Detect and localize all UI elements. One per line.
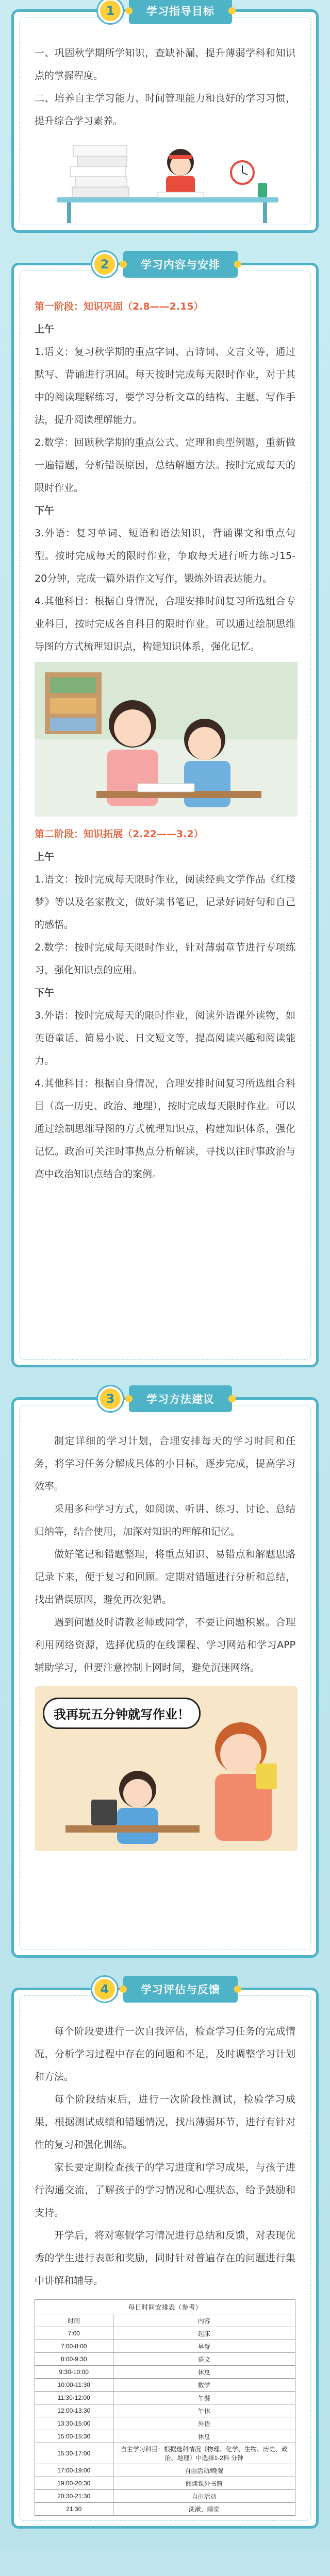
stage-heading: 第一阶段：知识巩固（2.8——2.15）	[35, 301, 204, 312]
book-stack-icon	[70, 146, 129, 197]
evaluation-paragraph: 开学后，将对寒假学习情况进行总结和反馈，对表现优秀的学生进行表彰和奖励，同时针对普遍存在的问题进行集中讲解和辅导。	[35, 2230, 295, 2286]
speech-bubble: 我再玩五分钟就写作业！	[43, 1698, 201, 1729]
time-cell: 20:30-21:30	[35, 2490, 113, 2503]
evaluation-paragraph: 每个阶段结束后，进行一次阶段性测试，检验学习成果，根据测试成绩和错题情况，找出薄弱环节，进行有针对性的复习和强化训练。	[35, 2094, 295, 2150]
table-header-row	[35, 2314, 295, 2327]
section-number: 3	[98, 1386, 123, 1411]
child-playing-illustration	[35, 1686, 298, 1851]
mother-child-study-illustration	[35, 662, 298, 817]
afternoon-label: 下午	[35, 987, 55, 998]
table-row	[35, 2379, 295, 2392]
plan-paragraph: 4.其他科目：根据自身情况，合理安排时间复习所选组合专业科目，按时完成各自科目的限时作业。可以通过绘制思维导图的方式梳理知识点，构建知识体系，强化记忆。	[35, 596, 295, 652]
activity-cell: 自由活动/晚餐	[113, 2464, 295, 2477]
morning-label: 上午	[35, 851, 55, 862]
activity-cell: 外语	[113, 2417, 295, 2430]
section-number: 4	[92, 1977, 117, 2002]
plan-paragraph: 2.数学：按时完成每天限时作业，针对薄弱章节进行专项练习，强化知识点的应用。	[35, 942, 295, 976]
goal-paragraph: 一、巩固秋学期所学知识，查缺补漏，提升薄弱学科和知识点的掌握程度。	[35, 47, 295, 81]
evaluation-paragraph: 每个阶段要进行一次自我评估，检查学习任务的完成情况，分析学习过程中存在的问题和不足，及时调整学习计划和方法。	[35, 2026, 295, 2082]
activity-cell: 起床	[113, 2327, 295, 2340]
evaluation-paragraph: 家长要定期检查孩子的学习进度和学习成果，与孩子进行沟通交流，了解孩子的学习情况和心理状态，给予鼓励和支持。	[35, 2162, 295, 2218]
section-title: 学习方法建议	[129, 1385, 232, 1412]
goal-paragraph: 二、培养自主学习能力、时间管理能力和良好的学习习惯，提升综合学习素养。	[35, 93, 295, 127]
section-plan	[11, 257, 319, 1367]
time-cell: 12:00-13:30	[35, 2404, 113, 2417]
time-cell: 13:30-15:00	[35, 2417, 113, 2430]
method-paragraph: 遇到问题及时请教老师或同学，不要让问题积累。合理利用网络资源，选择优质的在线课程、学习网站和学习APP辅助学习，但要注意控制上网时间，避免沉迷网络。	[35, 1617, 295, 1673]
activity-cell: 午休	[113, 2404, 295, 2417]
student-desk-illustration	[36, 137, 294, 224]
table-row	[35, 2366, 295, 2379]
time-cell: 15:00-15:30	[35, 2430, 113, 2443]
table-row	[35, 2490, 295, 2503]
table-row	[35, 2477, 295, 2490]
table-row	[35, 2404, 295, 2417]
time-cell: 9:30-10:00	[35, 2366, 113, 2379]
plan-paragraph: 4.其他科目：根据自身情况，合理安排时间复习所选组合科目（高一历史、政治、地理），按时完成每天限时作业。可以通过绘制思维导图的方式梳理知识点，构建知识体系，强化记忆。政治可关注时事热点分析解读，寻找以往时事政治与高中政治知识点结合的案例。	[35, 1078, 295, 1180]
plan-paragraph: 2.数学：回顾秋学期的重点公式、定理和典型例题，重新做一遍错题，分析错误原因，总结解题方法。按时完成每天的限时作业。	[35, 437, 295, 494]
morning-label: 上午	[35, 324, 55, 335]
time-cell: 7:00-8:00	[35, 2340, 113, 2353]
section-header	[92, 251, 238, 278]
section-number: 2	[92, 252, 117, 277]
activity-cell: 自主学习科目：根据选科情况（物理、化学、生物、历史、政治、地理）中选择1-2科 分钟	[113, 2443, 295, 2464]
section-header	[92, 1976, 238, 2003]
activity-cell: 语文	[113, 2353, 295, 2366]
method-paragraph: 采用多种学习方式，如阅读、听讲、练习、讨论、总结归纳等，结合使用，加深对知识的理解和记忆。	[35, 1503, 295, 1537]
time-cell: 10:00-11:30	[35, 2379, 113, 2392]
table-row	[35, 2340, 295, 2353]
activity-cell: 休息	[113, 2366, 295, 2379]
plan-paragraph: 3.外语：按时完成每天的限时作业，阅读外语课外读物，如英语童话、简易小说、日文短文等，提高阅读兴趣和阅读能力。	[35, 1010, 295, 1066]
schedule-table-wrap	[35, 2299, 295, 2516]
section-goals	[11, 4, 319, 233]
section-title: 学习评估与反馈	[123, 1976, 238, 2003]
activity-cell: 休息	[113, 2430, 295, 2443]
schedule-table	[35, 2314, 295, 2516]
table-row	[35, 2503, 295, 2516]
time-cell: 11:30-12:00	[35, 2392, 113, 2404]
activity-cell: 数学	[113, 2379, 295, 2392]
section-title: 学习指导目标	[129, 0, 232, 24]
table-row	[35, 2392, 295, 2404]
section-evaluation	[11, 1982, 319, 2529]
activity-cell: 阅读课外书籍	[113, 2477, 295, 2490]
table-row	[35, 2327, 295, 2340]
table-row	[35, 2443, 295, 2464]
table-row	[35, 2464, 295, 2477]
method-paragraph: 制定详细的学习计划，合理安排每天的学习时间和任务，将学习任务分解成具体的小目标，逐步完成，提高学习效率。	[35, 1435, 295, 1492]
activity-cell: 午餐	[113, 2392, 295, 2404]
time-cell: 7:00	[35, 2327, 113, 2340]
table-row	[35, 2417, 295, 2430]
plan-paragraph: 1.语文：复习秋学期的重点字词、古诗词、文言文等，通过默写、背诵进行巩固。每天按时完成每天限时作业，对于其中的阅读理解练习，要学习分析文章的结构、主题、写作手法，提升阅读理解能力。	[35, 346, 295, 426]
section-header	[98, 1385, 232, 1412]
section-title: 学习内容与安排	[123, 251, 238, 278]
afternoon-label: 下午	[35, 505, 55, 516]
time-cell: 21:30	[35, 2503, 113, 2516]
section-methods	[11, 1392, 319, 1958]
clock-icon	[231, 161, 254, 184]
table-row	[35, 2430, 295, 2443]
section-header	[98, 0, 232, 24]
plan-paragraph: 3.外语：复习单词、短语和语法知识，背诵课文和重点句型。按时完成每天的限时作业，争取每天进行听力练习15-20分钟，完成一篇外语作文写作，锻炼外语表达能力。	[35, 528, 295, 584]
schedule-title: 每日时间安排表（参考）	[35, 2299, 295, 2314]
plan-paragraph: 1.语文：按时完成每天限时作业，阅读经典文学作品《红楼梦》等以及名家散文，做好读书笔记，记录好词好句和自己的感悟。	[35, 874, 295, 930]
table-row	[35, 2353, 295, 2366]
time-cell: 时间	[35, 2314, 113, 2327]
activity-cell: 早餐	[113, 2340, 295, 2353]
time-cell: 17:00-19:00	[35, 2464, 113, 2477]
time-cell: 19:00-20:30	[35, 2477, 113, 2490]
method-paragraph: 做好笔记和错题整理，将重点知识、易错点和解题思路记录下来，便于复习和回顾。定期对错题进行分析和总结，找出错误原因，避免再次犯错。	[35, 1549, 295, 1605]
time-cell: 8:00-9:30	[35, 2353, 113, 2366]
stage-heading: 第二阶段：知识拓展（2.22——3.2）	[35, 828, 204, 840]
activity-cell: 内容	[113, 2314, 295, 2327]
activity-cell: 洗漱、睡觉	[113, 2503, 295, 2516]
time-cell: 15:30-17:00	[35, 2443, 113, 2464]
activity-cell: 自由活动	[113, 2490, 295, 2503]
section-number: 1	[98, 0, 123, 23]
